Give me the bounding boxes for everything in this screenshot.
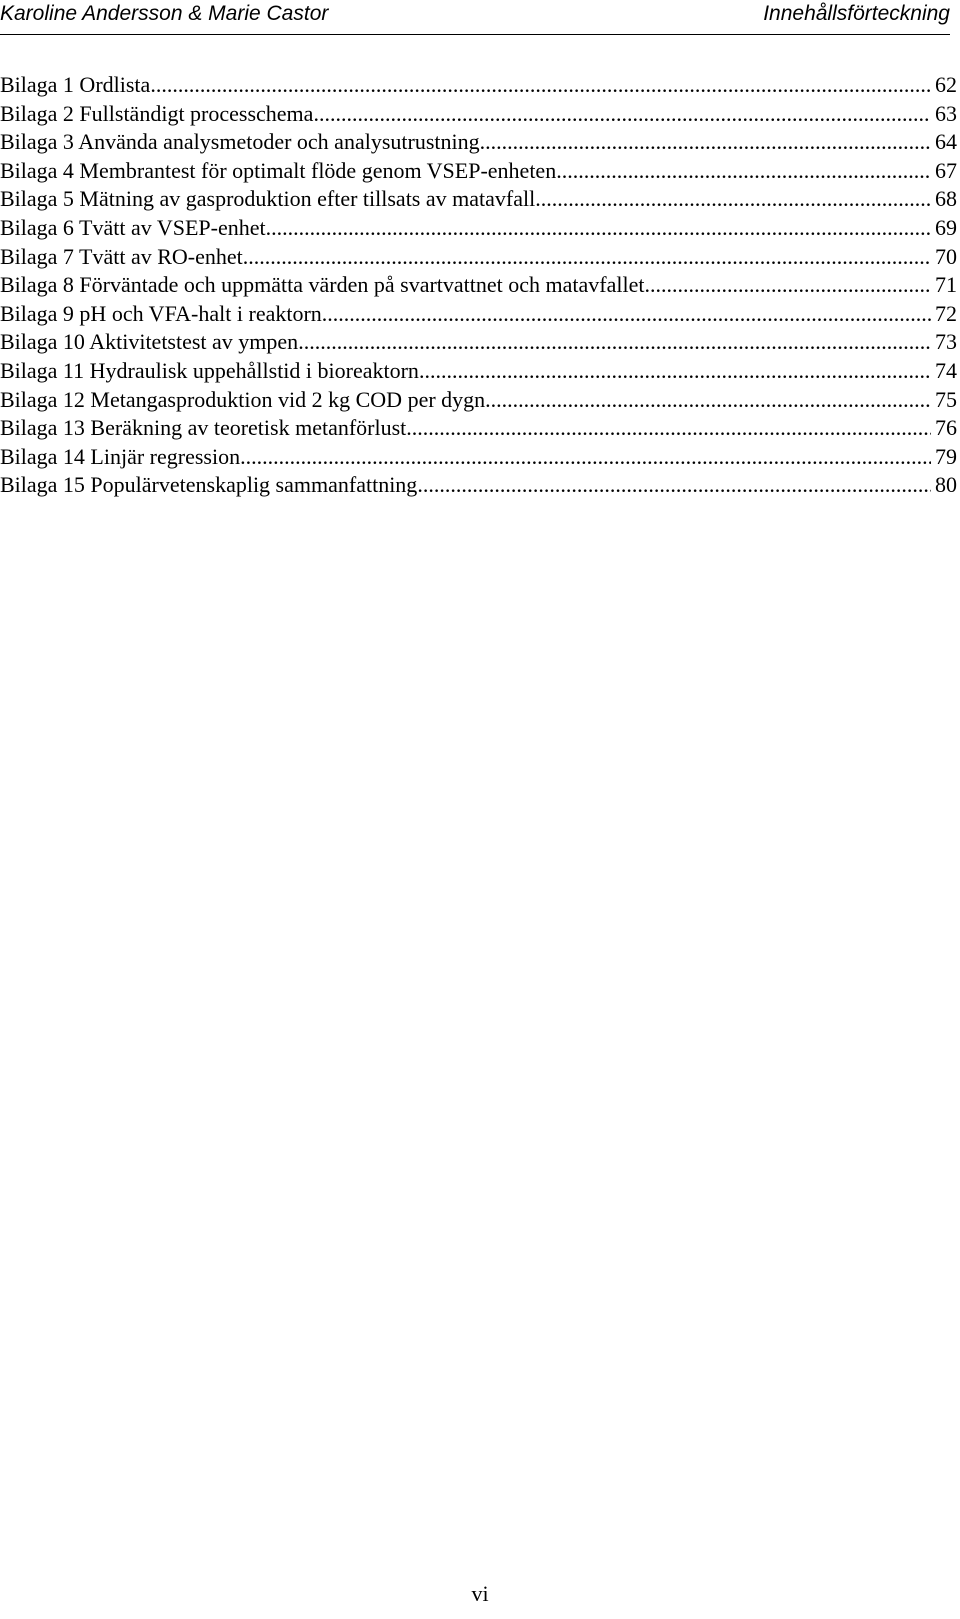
toc-entry-page: 71: [935, 272, 957, 298]
toc-leader-dots: [243, 243, 931, 272]
toc-entry-page: 79: [935, 443, 957, 469]
toc-entry[interactable]: [0, 71, 957, 100]
toc-entry-label: Bilaga 6 Tvätt av VSEP-enhet: [0, 214, 266, 240]
toc-entry-page: 74: [935, 357, 957, 383]
toc-leader-dots: [240, 443, 931, 472]
page-number: vi: [471, 1581, 489, 1606]
toc-entry[interactable]: [0, 357, 957, 386]
toc-entry[interactable]: [0, 300, 957, 329]
toc-entry[interactable]: [0, 100, 957, 129]
toc-entry-page: 70: [935, 243, 957, 269]
toc-leader-dots: [322, 300, 931, 329]
toc-entry-page: 75: [935, 386, 957, 412]
toc-entry-label: Bilaga 12 Metangasproduktion vid 2 kg COD per dygn: [0, 386, 486, 412]
toc-entry-label: Bilaga 10 Aktivitetstest av ympen: [0, 329, 299, 355]
toc-leader-dots: [150, 71, 931, 100]
toc-entry-page: 69: [935, 214, 957, 240]
table-of-contents: [0, 71, 957, 500]
toc-entry[interactable]: [0, 157, 957, 186]
toc-entry-label: Bilaga 11 Hydraulisk uppehållstid i bioreaktorn: [0, 357, 419, 383]
toc-entry[interactable]: [0, 471, 957, 500]
toc-entry[interactable]: [0, 214, 957, 243]
header-section-title: Innehållsförteckning: [763, 2, 950, 25]
toc-leader-dots: [535, 185, 931, 214]
toc-entry-label: Bilaga 3 Använda analysmetoder och analysutrustning: [0, 129, 480, 155]
toc-entry[interactable]: [0, 128, 957, 157]
toc-leader-dots: [485, 386, 931, 415]
toc-entry-label: Bilaga 7 Tvätt av RO-enhet: [0, 243, 243, 269]
toc-leader-dots: [419, 357, 931, 386]
toc-entry[interactable]: [0, 185, 957, 214]
toc-entry[interactable]: [0, 386, 957, 415]
page-header: [0, 0, 950, 35]
toc-entry-label: Bilaga 14 Linjär regression: [0, 443, 241, 469]
toc-leader-dots: [298, 328, 931, 357]
toc-entry[interactable]: [0, 271, 957, 300]
toc-leader-dots: [645, 271, 932, 300]
toc-leader-dots: [417, 471, 931, 500]
header-author: Karoline Andersson & Marie Castor: [0, 2, 329, 25]
toc-entry[interactable]: [0, 328, 957, 357]
toc-leader-dots: [266, 214, 931, 243]
toc-leader-dots: [313, 100, 931, 129]
toc-entry-label: Bilaga 8 Förväntade och uppmätta värden på svartvattnet och matavfallet: [0, 272, 645, 298]
toc-entry-label: Bilaga 5 Mätning av gasproduktion efter tillsats av matavfall: [0, 186, 536, 212]
toc-entry[interactable]: [0, 414, 957, 443]
toc-entry-page: 64: [935, 129, 957, 155]
toc-entry-label: Bilaga 9 pH och VFA-halt i reaktorn: [0, 300, 322, 326]
toc-entry-page: 67: [935, 157, 957, 183]
toc-entry-label: Bilaga 4 Membrantest för optimalt flöde genom VSEP-enheten: [0, 157, 557, 183]
toc-leader-dots: [480, 128, 931, 157]
toc-entry-label: Bilaga 13 Beräkning av teoretisk metanförlust: [0, 415, 407, 441]
toc-entry-page: 63: [935, 100, 957, 126]
toc-entry-label: Bilaga 2 Fullständigt processchema: [0, 100, 314, 126]
toc-entry[interactable]: [0, 243, 957, 272]
toc-entry-page: 62: [935, 72, 957, 97]
toc-entry-page: 80: [935, 472, 957, 498]
toc-entry-label: Bilaga 1 Ordlista: [0, 72, 151, 97]
toc-entry[interactable]: [0, 443, 957, 472]
toc-entry-page: 68: [935, 186, 957, 212]
toc-entry-page: 73: [935, 329, 957, 355]
toc-entry-label: Bilaga 15 Populärvetenskaplig sammanfattning: [0, 472, 418, 498]
toc-entry-page: 72: [935, 300, 957, 326]
toc-entry-page: 76: [935, 415, 957, 441]
toc-leader-dots: [556, 157, 931, 186]
toc-leader-dots: [406, 414, 931, 443]
